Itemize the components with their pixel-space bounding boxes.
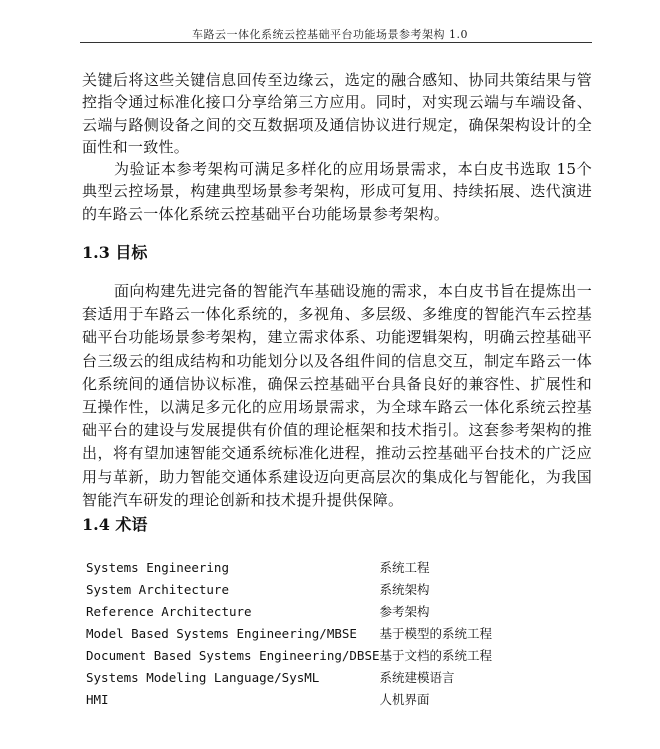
term-chinese: 基于模型的系统工程	[379, 626, 493, 641]
term-chinese: 基于文档的系统工程	[379, 648, 493, 663]
term-english: HMI	[86, 691, 109, 707]
validation-paragraph: 为验证本参考架构可满足多样化的应用场景需求，本白皮书选取 15个典型云控场景，构建典型场景参考架构，形成可复用、持续拓展、迭代演进的车路云一体化系统云控基础平台功能场景参考架构。	[82, 160, 592, 223]
term-chinese: 系统架构	[379, 582, 430, 597]
term-chinese: 人机界面	[379, 692, 430, 707]
term-row	[86, 600, 546, 622]
term-english: Systems Engineering	[86, 559, 229, 575]
term-chinese: 系统建模语言	[379, 670, 455, 685]
term-row	[86, 578, 546, 600]
terms-table	[86, 556, 546, 710]
header-divider	[80, 42, 592, 43]
running-header: 车路云一体化系统云控基础平台功能场景参考架构 1.0	[192, 28, 468, 41]
term-english: Model Based Systems Engineering/MBSE	[86, 625, 357, 641]
term-row	[86, 688, 546, 710]
term-chinese: 系统工程	[379, 560, 430, 575]
term-row	[86, 556, 546, 578]
term-english: Document Based Systems Engineering/DBSE	[86, 647, 380, 663]
section-heading-terms: 1.4 术语	[82, 515, 148, 534]
objectives-paragraph: 面向构建先进完备的智能汽车基础设施的需求，本白皮书旨在提炼出一套适用于车路云一体化系统的，多视角、多层级、多维度的智能汽车云控基础平台功能场景参考架构，建立需求体系、功能逻辑架构，明确云控基础平台三级云的组成结构和功能划分以及各组件间的信息交互，制定车路云一体化系统间的通信协议标准，确保云控基础平台具备良好的兼容性、扩展性和互操作性，以满足多元化的应用场景需求，为全球车路云一体化系统云控基础平台的建设与发展提供有价值的理论框架和技术指引。这套参考架构的推出，将有望加速智能交通系统标准化进程，推动云控基础平台技术的广泛应用与革新，助力智能交通体系建设迈向更高层次的集成化与智能化，为我国智能汽车研发的理论创新和技术提升提供保障。	[82, 282, 592, 509]
intro-paragraph: 关键后将这些关键信息回传至边缘云，选定的融合感知、协同共策结果与管控指令通过标准化接口分享给第三方应用。同时，对实现云端与车端设备、云端与路侧设备之间的交互数据项及通信协议进行规定，确保架构设计的全面性和一致性。	[82, 71, 592, 157]
term-english: System Architecture	[86, 581, 229, 597]
term-english: Systems Modeling Language/SysML	[86, 669, 320, 685]
term-chinese: 参考架构	[379, 604, 430, 619]
term-row	[86, 622, 546, 644]
section-heading-objectives: 1.3 目标	[82, 243, 148, 262]
term-row	[86, 644, 546, 666]
term-english: Reference Architecture	[86, 603, 252, 619]
term-row	[86, 666, 546, 688]
